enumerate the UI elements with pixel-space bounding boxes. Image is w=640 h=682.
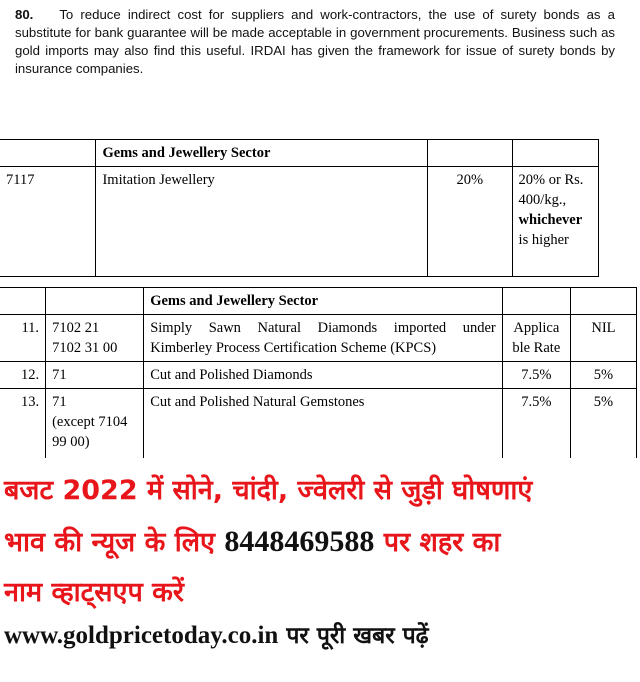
table2-empty-cell <box>0 288 46 315</box>
row-sno: 13. <box>0 389 46 469</box>
row-rate: Applica ble Rate <box>502 315 570 362</box>
table1-empty-cell <box>428 140 512 167</box>
row-code: 71 (except 7104 99 00) <box>46 389 144 469</box>
table1-section-heading: Gems and Jewellery Sector <box>96 140 428 167</box>
promo-banner <box>0 458 640 682</box>
row-desc: Cut and Polished Natural Gemstones <box>144 389 503 469</box>
table1-new-rate-bold: whichever <box>518 212 583 228</box>
table1-empty-cell <box>0 140 96 167</box>
table2-section-heading: Gems and Jewellery Sector <box>144 288 503 315</box>
table2-empty-cell <box>46 288 144 315</box>
banner-whatsapp-line <box>4 522 500 559</box>
row-new-rate: 5% <box>570 362 636 389</box>
imitation-jewellery-table <box>0 139 599 277</box>
row-rate: 7.5% <box>502 362 570 389</box>
banner-line2-tail: पर शहर का <box>383 527 501 558</box>
table1-empty-cell <box>512 140 598 167</box>
banner-website-link[interactable]: www.goldpricetoday.co.in <box>4 622 279 649</box>
row-code: 71 <box>46 362 144 389</box>
banner-read-more-text: पर पूरी खबर पढ़ें <box>286 623 429 649</box>
banner-line2-text: भाव की न्यूज के लिए <box>4 527 215 558</box>
table1-new-rate-text: 20% or Rs. 400/kg., <box>518 172 584 208</box>
row-rate: 7.5% <box>502 389 570 469</box>
table-row <box>0 389 637 469</box>
diamonds-table <box>0 287 637 469</box>
table-row <box>0 315 637 362</box>
banner-phone-number: 8448469588 <box>224 525 375 558</box>
paragraph-number: 80. <box>15 7 34 22</box>
paragraph-80 <box>15 6 615 78</box>
row-sno: 12. <box>0 362 46 389</box>
row-desc: Cut and Polished Diamonds <box>144 362 503 389</box>
row-new-rate: 5% <box>570 389 636 469</box>
row-desc: Simply Sawn Natural Diamonds imported under Kimberley Process Certification Scheme (KPCS) <box>144 315 503 362</box>
row-code: 7102 21 7102 31 00 <box>46 315 144 362</box>
row-sno: 11. <box>0 315 46 362</box>
table1-new-rate <box>512 167 598 277</box>
banner-headline: बजट 2022 में सोने, चांदी, ज्वेलरी से जुड़ी घोषणाएं <box>4 475 533 506</box>
table1-code: 7117 <box>0 167 96 277</box>
paragraph-text: To reduce indirect cost for suppliers and work-contractors, the use of surety bonds as a substitute for bank guarantee will be made acceptable in government procurements. Business such as gold imports may also find this useful. IRDAI has given the framework for issue of surety bonds by insurance companies. <box>15 7 615 76</box>
table1-new-rate-tail: is higher <box>518 232 569 248</box>
table-row <box>0 362 637 389</box>
banner-read-more-line <box>4 618 429 650</box>
row-new-rate: NIL <box>570 315 636 362</box>
table2-empty-cell <box>502 288 570 315</box>
table1-rate: 20% <box>428 167 512 277</box>
table2-empty-cell <box>570 288 636 315</box>
banner-whatsapp-cta: नाम व्हाट्सएप करें <box>4 577 184 608</box>
table1-desc: Imitation Jewellery <box>96 167 428 277</box>
